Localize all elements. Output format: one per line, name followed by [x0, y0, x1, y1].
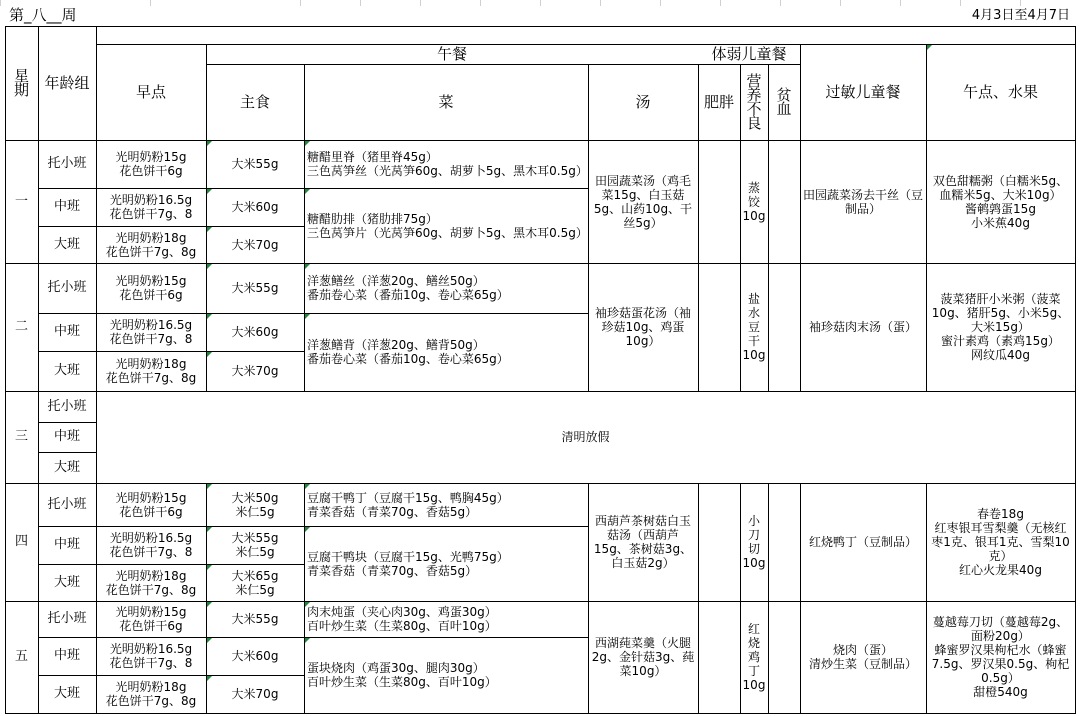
weekday-5: [5, 601, 38, 713]
date-range: [860, 6, 1074, 26]
sheet-column-guide: [600, 0, 601, 6]
grid-line: [206, 64, 801, 65]
age-group-cell-text: 托小班: [47, 280, 87, 295]
dish-cell-middle-senior: [304, 188, 588, 263]
breakfast-cell-text: 光明奶粉15g 花色饼干6g: [115, 605, 187, 633]
staple-cell-text: 大米55g: [231, 612, 279, 626]
soup-cell-text: 西葫芦茶树菇白玉菇汤（西葫芦15g、茶树菇3g、白玉菇2g）: [593, 514, 693, 570]
grid-line: [588, 601, 589, 714]
comment-indicator-icon: [305, 314, 310, 319]
soup-cell-text: 西湖莼菜羹（火腿2g、金针菇3g、莼菜10g）: [591, 636, 695, 678]
grid-line: [588, 140, 589, 264]
grid-line: [38, 313, 305, 314]
grid-line: [38, 226, 305, 227]
grid-line: [304, 263, 305, 392]
grid-line: [926, 601, 927, 714]
breakfast-cell-text: 光明奶粉18g 花色饼干7g、8g: [105, 568, 197, 597]
header-breakfast: [96, 44, 206, 140]
comment-indicator-icon: [305, 141, 310, 146]
grid-line: [698, 140, 699, 264]
age-group-cell-text: 大班: [53, 236, 80, 252]
grid-line: [38, 637, 305, 638]
age-group-cell-text: 托小班: [47, 611, 87, 626]
breakfast-cell: [96, 313, 206, 351]
obese-meal-cell: [698, 483, 740, 601]
header-allergy-meal-text: 过敏儿童餐: [825, 83, 901, 101]
header-dish: [304, 64, 588, 140]
grid-line: [800, 140, 801, 264]
grid-line: [800, 44, 801, 141]
grid-line: [38, 452, 97, 453]
weekday-4: [5, 483, 38, 601]
comment-indicator-icon: [207, 638, 212, 643]
grid-line: [768, 140, 769, 264]
grid-line: [926, 140, 927, 264]
grid-line: [206, 263, 207, 392]
comment-indicator-icon: [207, 314, 212, 319]
weekday-3-text: 三: [14, 429, 28, 444]
comment-indicator-icon: [207, 484, 212, 489]
age-group-cell-text: 托小班: [47, 156, 87, 171]
age-group-cell-text: 大班: [53, 459, 80, 475]
dish-cell-middle-senior: [304, 526, 588, 601]
date-range-text: 4月3日至4月7日: [971, 8, 1070, 23]
age-group-cell: [38, 226, 96, 263]
obese-meal-cell: [698, 140, 740, 263]
staple-cell: [206, 263, 304, 313]
breakfast-cell: [96, 564, 206, 601]
sheet-column-guide: [300, 0, 301, 6]
age-group-cell: [38, 637, 96, 675]
grid-line: [588, 483, 589, 602]
breakfast-cell: [96, 483, 206, 526]
staple-cell: [206, 483, 304, 526]
header-anemia: [768, 64, 800, 140]
staple-cell-text: 大米70g: [231, 687, 279, 701]
grid-line: [38, 422, 97, 423]
malnourished-meal-cell-text: 盐 水 豆 干 10g: [742, 292, 766, 362]
header-lunch: [206, 44, 698, 64]
weekday-2-text: 二: [14, 319, 28, 334]
allergy-meal-cell-text: 烧肉（蛋） 清炒生菜（豆制品）: [808, 643, 917, 671]
sheet-column-guide: [360, 0, 361, 6]
grid-line: [304, 140, 305, 264]
comment-indicator-icon: [207, 352, 212, 357]
breakfast-cell-text: 光明奶粉16.5g 花色饼干7g、8: [109, 642, 193, 670]
afternoon-fruit-cell-text: 春卷18g 红枣银耳雪梨羹（无核红枣1克、银耳1克、雪梨10克） 红心火龙果40g: [931, 507, 1070, 577]
anemia-meal-cell: [768, 140, 800, 263]
grid-line: [698, 601, 699, 714]
grid-line: [800, 263, 801, 392]
afternoon-fruit-cell: [926, 483, 1075, 601]
obese-meal-cell: [698, 601, 740, 713]
malnourished-meal-cell: [740, 263, 768, 391]
weekday-5-text: 五: [14, 649, 28, 664]
grid-line: [38, 351, 305, 352]
age-group-cell: [38, 675, 96, 713]
grid-line: [740, 263, 741, 392]
breakfast-cell: [96, 351, 206, 391]
sheet-column-guide: [780, 0, 781, 6]
breakfast-cell: [96, 188, 206, 226]
grid-line: [304, 483, 305, 602]
header-obese-text: 肥胖: [703, 93, 734, 111]
grid-line: [768, 483, 769, 602]
soup-cell: [588, 140, 698, 263]
breakfast-cell: [96, 226, 206, 263]
grid-line: [304, 313, 589, 314]
header-afternoon-fruit: [926, 44, 1075, 140]
grid-line: [206, 601, 207, 714]
header-malnourished: [740, 64, 768, 140]
grid-line: [768, 64, 769, 141]
grid-line: [740, 64, 741, 141]
header-dish-text: 菜: [438, 93, 454, 111]
comment-indicator-icon: [207, 141, 212, 146]
staple-cell: [206, 564, 304, 601]
grid-line: [800, 483, 801, 602]
breakfast-cell: [96, 601, 206, 637]
staple-cell-text: 大米60g: [231, 649, 279, 663]
grid-line: [588, 64, 589, 141]
anemia-meal-cell: [768, 263, 800, 391]
comment-indicator-icon: [207, 602, 212, 607]
grid-line: [304, 64, 305, 141]
afternoon-fruit-cell-text: 双色甜糯粥（白糯米5g、血糯米5g、大米10g） 酱鹌鹑蛋15g 小米蕉40g: [932, 173, 1069, 230]
breakfast-cell: [96, 637, 206, 675]
age-group-cell: [38, 452, 96, 483]
age-group-cell: [38, 351, 96, 391]
malnourished-meal-cell-text: 蒸 饺 10g: [742, 180, 766, 223]
dish-cell-nursery: [304, 601, 588, 637]
anemia-meal-cell: [768, 483, 800, 601]
age-group-cell: [38, 601, 96, 637]
soup-cell-text: 田园蔬菜汤（鸡毛菜15g、白玉菇5g、山药10g、干丝5g）: [593, 173, 693, 230]
age-group-cell-text: 中班: [53, 648, 80, 663]
header-allergy-meal: [800, 44, 926, 140]
sheet-column-guide: [480, 0, 481, 6]
header-weak-children-meal-text: 体弱儿童餐: [711, 45, 787, 63]
staple-cell-text: 大米60g: [231, 325, 279, 339]
dish-cell-nursery-text: 洋葱鳝丝（洋葱20g、鳝丝50g） 番茄卷心菜（番茄10g、卷心菜65g）: [307, 274, 509, 302]
comment-indicator-icon: [207, 565, 212, 570]
staple-cell: [206, 637, 304, 675]
comment-indicator-icon: [207, 264, 212, 269]
header-obese: [698, 64, 740, 140]
staple-cell-text: 大米60g: [231, 200, 279, 214]
grid-line: [206, 140, 207, 264]
comment-indicator-icon: [305, 189, 310, 194]
age-group-cell-text: 大班: [53, 363, 80, 378]
weekday-1: [5, 140, 38, 263]
grid-line: [768, 263, 769, 392]
grid-line: [206, 483, 207, 602]
allergy-meal-cell-text: 袖珍菇肉末汤（蛋）: [808, 320, 917, 334]
breakfast-cell-text: 光明奶粉15g 花色饼干6g: [115, 490, 187, 519]
grid-line: [768, 601, 769, 714]
staple-cell: [206, 526, 304, 564]
weekday-3: [5, 391, 38, 483]
afternoon-fruit-cell: [926, 263, 1075, 391]
soup-cell: [588, 601, 698, 713]
header-staple-text: 主食: [239, 93, 270, 111]
age-group-cell-text: 中班: [53, 429, 80, 444]
staple-cell-text: 大米70g: [231, 237, 279, 252]
sheet-column-guide: [420, 0, 421, 6]
breakfast-cell: [96, 263, 206, 313]
comment-indicator-icon: [207, 676, 212, 681]
breakfast-cell-text: 光明奶粉16.5g 花色饼干7g、8: [109, 531, 193, 559]
staple-cell-text: 大米70g: [231, 364, 279, 378]
allergy-meal-cell: [800, 601, 926, 713]
sheet-column-guide: [840, 0, 841, 6]
age-group-cell: [38, 422, 96, 452]
dish-cell-nursery: [304, 483, 588, 526]
comment-indicator-icon: [207, 189, 212, 194]
dish-cell-middle-senior-text: 洋葱鳝背（洋葱20g、鳝背50g） 番茄卷心菜（番茄10g、卷心菜65g）: [307, 338, 509, 366]
grid-line: [926, 263, 927, 392]
staple-cell-text: 大米65g 米仁5g: [231, 568, 279, 597]
age-group-cell: [38, 263, 96, 313]
soup-cell-text: 袖珍菇蛋花汤（袖珍菇10g、鸡蛋10g）: [594, 306, 691, 348]
age-group-cell: [38, 391, 96, 422]
dish-cell-middle-senior-text: 蛋块烧肉（鸡蛋30g、腿肉30g） 百叶炒生菜（生菜80g、百叶10g）: [307, 661, 497, 689]
weekday-2: [5, 263, 38, 391]
age-group-cell: [38, 483, 96, 526]
staple-cell: [206, 140, 304, 188]
staple-cell-text: 大米55g 米仁5g: [231, 531, 279, 559]
allergy-meal-cell: [800, 483, 926, 601]
comment-indicator-icon: [207, 227, 212, 232]
header-weak-children-meal: [698, 44, 800, 64]
grid-line: [5, 26, 1076, 27]
grid-line: [38, 564, 305, 565]
afternoon-fruit-cell: [926, 601, 1075, 713]
grid-line: [5, 713, 1076, 714]
allergy-meal-cell: [800, 263, 926, 391]
header-soup: [588, 64, 698, 140]
sheet-title-text: 第_八__周: [9, 6, 77, 24]
age-group-cell: [38, 188, 96, 226]
comment-indicator-icon: [305, 602, 310, 607]
dish-cell-nursery-text: 糖醋里脊（猪里脊45g） 三色莴笋丝（光莴笋60g、胡萝卜5g、黑木耳0.5g）: [307, 150, 588, 178]
dish-cell-nursery-text: 肉末炖蛋（夹心肉30g、鸡蛋30g） 百叶炒生菜（生菜80g、百叶10g）: [307, 605, 497, 633]
breakfast-cell-text: 光明奶粉16.5g 花色饼干7g、8: [109, 193, 193, 221]
age-group-cell: [38, 140, 96, 188]
header-afternoon-fruit-text: 午点、水果: [962, 83, 1038, 101]
grid-line: [740, 483, 741, 602]
sheet-column-guide: [720, 0, 721, 6]
age-group-cell-text: 中班: [53, 324, 80, 339]
comment-indicator-icon: [305, 527, 310, 532]
header-breakfast-text: 早点: [135, 83, 166, 101]
header-anemia-text: 贫 血: [776, 86, 792, 118]
grid-line: [926, 483, 927, 602]
staple-cell: [206, 313, 304, 351]
obese-meal-cell: [698, 263, 740, 391]
comment-indicator-icon: [305, 638, 310, 643]
breakfast-cell: [96, 675, 206, 713]
staple-cell: [206, 601, 304, 637]
afternoon-fruit-cell-text: 菠菜猪肝小米粥（菠菜10g、猪肝5g、小米5g、大米15g） 蜜汁素鸡（素鸡15g） 网纹瓜40g: [931, 292, 1070, 362]
comment-indicator-icon: [927, 45, 932, 50]
sheet-column-guide: [660, 0, 661, 6]
breakfast-cell-text: 光明奶粉15g 花色饼干6g: [115, 274, 187, 302]
weekday-4-text: 四: [14, 534, 28, 549]
age-group-cell-text: 大班: [53, 686, 80, 701]
header-malnourished-text: 营 养 不 良: [746, 72, 762, 132]
staple-cell: [206, 351, 304, 391]
breakfast-cell-text: 光明奶粉18g 花色饼干7g、8g: [105, 357, 197, 385]
breakfast-cell: [96, 526, 206, 564]
afternoon-fruit-cell-text: 蔓越莓刀切（蔓越莓2g、面粉20g） 蜂蜜罗汉果枸杞水（蜂蜜7.5g、罗汉果0.5g、枸杞0.5g） 甜橙540g: [931, 615, 1070, 699]
grid-line: [1075, 26, 1076, 714]
allergy-meal-cell-text: 田园蔬菜汤去干丝（豆制品）: [803, 187, 924, 216]
age-group-cell-text: 中班: [53, 199, 80, 214]
age-group-cell: [38, 564, 96, 601]
malnourished-meal-cell-text: 小 刀 切 10g: [742, 514, 766, 570]
allergy-meal-cell: [800, 140, 926, 263]
grid-line: [304, 601, 305, 714]
soup-cell: [588, 483, 698, 601]
anemia-meal-cell: [768, 601, 800, 713]
grid-line: [304, 526, 589, 527]
grid-line: [206, 44, 207, 141]
sheet-column-guide: [540, 0, 541, 6]
malnourished-meal-cell: [740, 140, 768, 263]
dish-cell-nursery: [304, 140, 588, 188]
breakfast-cell-text: 光明奶粉15g 花色饼干6g: [115, 150, 187, 178]
malnourished-meal-cell: [740, 601, 768, 713]
header-staple: [206, 64, 304, 140]
header-age-group: [38, 26, 96, 140]
age-group-cell-text: 托小班: [47, 398, 87, 414]
staple-cell: [206, 226, 304, 263]
breakfast-cell-text: 光明奶粉16.5g 花色饼干7g、8: [109, 318, 193, 346]
breakfast-cell-text: 光明奶粉18g 花色饼干7g、8g: [105, 230, 197, 259]
staple-cell-text: 大米55g: [231, 157, 279, 171]
grid-line: [38, 675, 305, 676]
header-weekday-text: 星 期: [13, 67, 29, 99]
grid-line: [698, 64, 699, 141]
breakfast-cell: [96, 140, 206, 188]
grid-line: [588, 263, 589, 392]
header-age-group-text: 年龄组: [44, 74, 90, 92]
dish-cell-nursery: [304, 263, 588, 313]
afternoon-fruit-cell: [926, 140, 1075, 263]
holiday-note: [96, 391, 1075, 483]
grid-line: [740, 140, 741, 264]
age-group-cell: [38, 526, 96, 564]
comment-indicator-icon: [305, 484, 310, 489]
age-group-cell-text: 托小班: [47, 496, 87, 512]
sheet-column-guide: [0, 0, 1, 6]
age-group-cell-text: 大班: [53, 574, 80, 590]
dish-cell-middle-senior: [304, 313, 588, 391]
grid-line: [304, 637, 589, 638]
grid-line: [926, 44, 927, 141]
age-group-cell-text: 中班: [53, 537, 80, 552]
holiday-note-text: 清明放假: [561, 430, 610, 444]
dish-cell-nursery-text: 豆腐干鸭丁（豆腐干15g、鸭胸45g） 青菜香菇（青菜70g、香菇5g）: [307, 490, 509, 519]
dish-cell-middle-senior: [304, 637, 588, 713]
comment-indicator-icon: [207, 527, 212, 532]
weekday-1-text: 一: [14, 193, 28, 209]
sheet-title: [6, 4, 200, 26]
header-soup-text: 汤: [635, 93, 651, 111]
grid-line: [698, 263, 699, 392]
malnourished-meal-cell-text: 红 烧 鸡 丁 10g: [742, 622, 766, 692]
staple-cell-text: 大米55g: [231, 281, 279, 295]
header-lunch-text: 午餐: [436, 45, 467, 63]
dish-cell-middle-senior-text: 糖醋肋排（猪肋排75g） 三色莴笋片（光莴笋60g、胡萝卜5g、黑木耳0.5g）: [307, 211, 588, 240]
grid-line: [740, 601, 741, 714]
allergy-meal-cell-text: 红烧鸭丁（豆制品）: [808, 535, 917, 549]
grid-line: [304, 188, 589, 189]
staple-cell: [206, 188, 304, 226]
age-group-cell: [38, 313, 96, 351]
comment-indicator-icon: [305, 264, 310, 269]
staple-cell: [206, 675, 304, 713]
grid-line: [698, 483, 699, 602]
breakfast-cell-text: 光明奶粉18g 花色饼干7g、8g: [105, 680, 197, 708]
grid-line: [38, 188, 305, 189]
grid-line: [38, 526, 305, 527]
staple-cell-text: 大米50g 米仁5g: [231, 490, 279, 519]
soup-cell: [588, 263, 698, 391]
header-weekday: [5, 26, 38, 140]
dish-cell-middle-senior-text: 豆腐干鸭块（豆腐干15g、光鸭75g） 青菜香菇（青菜70g、香菇5g）: [307, 549, 509, 578]
grid-line: [800, 601, 801, 714]
malnourished-meal-cell: [740, 483, 768, 601]
